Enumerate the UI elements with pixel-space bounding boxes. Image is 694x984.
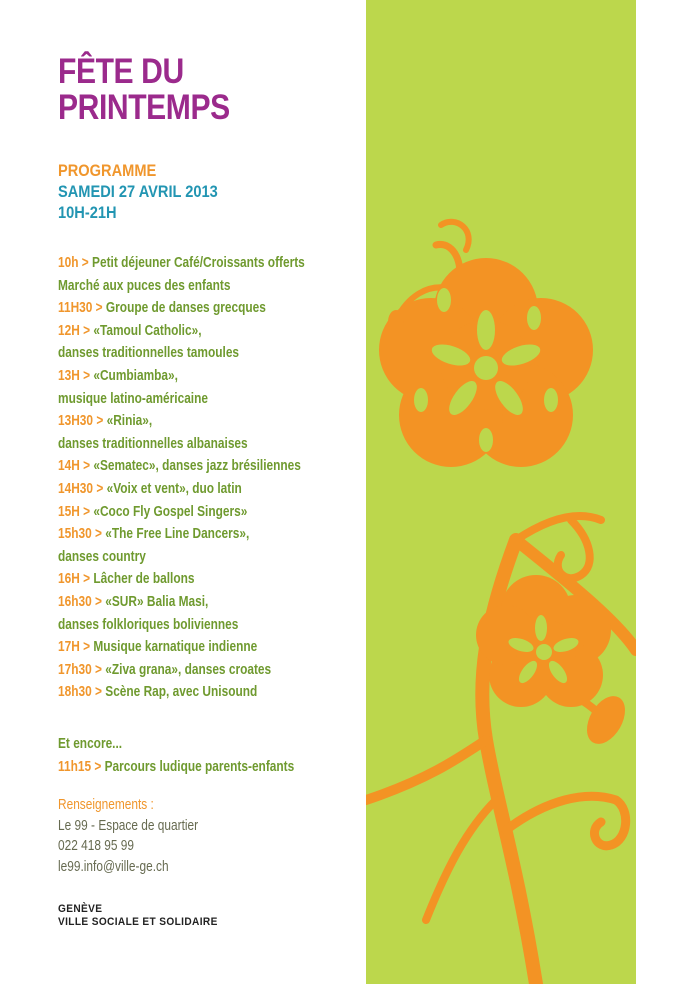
event-header (58, 160, 218, 223)
encore-label: Et encore... (58, 736, 123, 752)
program-item (58, 252, 305, 275)
info-email: le99.info@ville-ge.ch (58, 858, 169, 875)
program-text: «SUR» Balia Masi, (105, 593, 209, 610)
program-text: «The Free Line Dancers», (105, 526, 250, 543)
flower-illustration-icon (366, 0, 636, 984)
program-text: Musique karnatique indienne (93, 639, 258, 656)
program-text: Marché aux puces des enfants (58, 277, 231, 294)
program-time: 12H > (58, 322, 94, 339)
program-time: 14H > (58, 458, 94, 475)
info-place: Le 99 - Espace de quartier (58, 817, 199, 834)
program-text: Lâcher de ballons (93, 571, 195, 588)
program-text: danses folkloriques boliviennes (58, 616, 239, 633)
logo-line-1: GENÈVE (58, 903, 103, 915)
program-item (58, 636, 305, 659)
program-time: 17h30 > (58, 661, 106, 678)
program-time: 17H > (58, 639, 94, 656)
program-item (58, 523, 305, 546)
program-text: Groupe de danses grecques (105, 300, 266, 317)
program-text: Scène Rap, avec Unisound (105, 684, 258, 701)
contact-info (58, 795, 198, 877)
program-item (58, 591, 305, 614)
program-time: 16H > (58, 571, 94, 588)
program-time: 16h30 > (58, 593, 106, 610)
program-item-continued (58, 614, 305, 637)
program-time: 18h30 > (58, 684, 106, 701)
encore-item (58, 756, 294, 779)
title-line-2: PRINTEMPS (58, 88, 230, 127)
program-text: «Voix et vent», duo latin (106, 480, 242, 497)
program-item (58, 501, 305, 524)
programme-label: PROGRAMME (58, 161, 157, 180)
encore-text: Parcours ludique parents-enfants (104, 758, 295, 775)
program-item-continued (58, 546, 305, 569)
program-item (58, 297, 305, 320)
program-item-continued (58, 433, 305, 456)
program-text: «Tamoul Catholic», (93, 322, 202, 339)
program-text: musique latino-américaine (58, 390, 208, 407)
logo-line-2: VILLE SOCIALE ET SOLIDAIRE (58, 916, 218, 928)
left-column (58, 0, 358, 984)
program-item (58, 681, 305, 704)
info-phone: 022 418 95 99 (58, 838, 135, 854)
encore-time: 11h15 > (58, 758, 105, 775)
program-text: «Rinia», (106, 413, 153, 430)
program-item (58, 568, 305, 591)
program-text: «Cumbiamba», (93, 367, 178, 384)
program-list (58, 252, 305, 704)
program-item (58, 410, 305, 433)
program-item (58, 659, 305, 682)
program-time: 13H > (58, 367, 94, 384)
page-title (58, 54, 230, 126)
event-hours: 10H-21H (58, 203, 117, 222)
program-time: 14H30 > (58, 480, 107, 497)
geneve-logo (58, 903, 218, 929)
program-text: danses traditionnelles tamoules (58, 345, 240, 362)
program-item (58, 320, 305, 343)
program-item-continued (58, 388, 305, 411)
event-date: SAMEDI 27 AVRIL 2013 (58, 182, 218, 201)
program-time: 15h30 > (58, 526, 106, 543)
program-text: «Coco Fly Gospel Singers» (93, 503, 248, 520)
program-text: danses traditionnelles albanaises (58, 435, 248, 452)
program-item (58, 478, 305, 501)
encore-section (58, 733, 294, 778)
program-item (58, 365, 305, 388)
program-text: «Sematec», danses jazz brésiliennes (93, 458, 301, 475)
program-item-continued (58, 342, 305, 365)
flower-panel (366, 0, 636, 984)
program-item (58, 455, 305, 478)
program-text: «Ziva grana», danses croates (105, 661, 272, 678)
title-line-1: FÊTE DU (58, 52, 184, 91)
info-label: Renseignements : (58, 797, 154, 813)
program-text: danses country (58, 548, 146, 565)
program-item-continued (58, 275, 305, 298)
program-time: 15H > (58, 503, 94, 520)
program-time: 11H30 > (58, 300, 106, 317)
program-text: Petit déjeuner Café/Croissants offerts (92, 255, 305, 271)
program-time: 13H30 > (58, 413, 107, 430)
program-time: 10h > (58, 255, 93, 271)
